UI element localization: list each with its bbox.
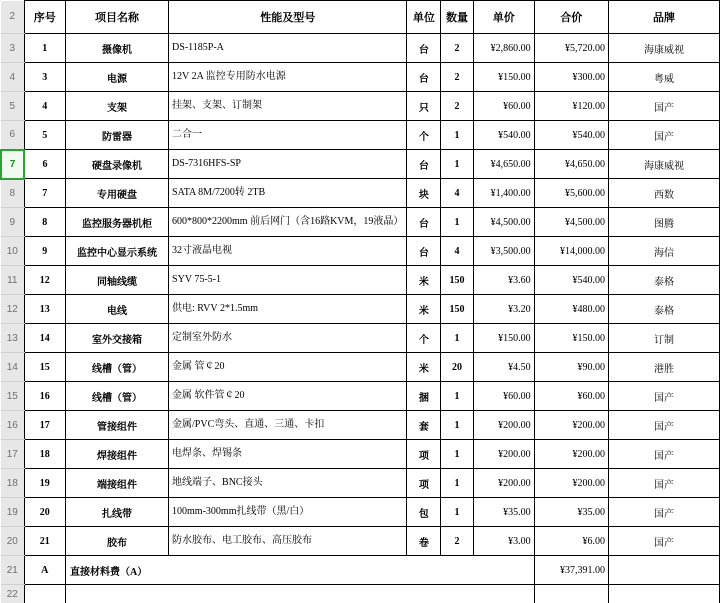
header-cell-total[interactable]: 合价	[534, 1, 608, 34]
table-header-row	[1, 1, 720, 34]
cell-no[interactable]: 18	[24, 440, 66, 469]
cell-total[interactable]: ¥200.00	[534, 469, 608, 498]
table-row	[1, 324, 720, 353]
cell-no[interactable]: 3	[24, 63, 66, 92]
cell-brand[interactable]: 西数	[608, 179, 719, 208]
header-cell-price[interactable]: 单价	[473, 1, 534, 34]
cell-brand[interactable]: 海康威视	[608, 34, 719, 63]
summary-row	[1, 556, 720, 585]
header-cell-no[interactable]: 序号	[24, 1, 66, 34]
cell-total[interactable]: ¥60.00	[534, 382, 608, 411]
cell-price[interactable]: ¥200.00	[473, 469, 534, 498]
cell-price[interactable]: ¥3.20	[473, 295, 534, 324]
row-header[interactable]: 13	[1, 324, 24, 353]
row-header[interactable]: 20	[1, 527, 24, 556]
cell-qty[interactable]: 2	[441, 527, 473, 556]
cell-brand[interactable]: 国产	[608, 440, 719, 469]
row-header[interactable]: 3	[1, 34, 24, 63]
row-header[interactable]: 12	[1, 295, 24, 324]
cell-brand[interactable]: 粤威	[608, 63, 719, 92]
table-row	[1, 295, 720, 324]
cell-total[interactable]: ¥6.00	[534, 527, 608, 556]
cell-qty[interactable]: 2	[441, 63, 473, 92]
cell-no[interactable]: 1	[24, 34, 66, 63]
cell-spec[interactable]: 挂架、支架、订制架	[169, 92, 407, 121]
cell-unit[interactable]: 项	[407, 469, 441, 498]
cell-spec[interactable]: 防水胶布、电工胶布、高压胶布	[169, 527, 407, 556]
cell-no[interactable]: 9	[24, 237, 66, 266]
cell-qty[interactable]: 4	[441, 237, 473, 266]
cell-name[interactable]: 端接组件	[66, 469, 169, 498]
cell-qty[interactable]: 2	[441, 92, 473, 121]
cell-brand[interactable]: 国产	[608, 527, 719, 556]
cell-no[interactable]: 16	[24, 382, 66, 411]
cell-brand[interactable]: 订制	[608, 324, 719, 353]
cell-total[interactable]: ¥35.00	[534, 498, 608, 527]
cell-unit[interactable]: 包	[407, 498, 441, 527]
cell-unit[interactable]: 米	[407, 353, 441, 382]
table-row	[1, 63, 720, 92]
table-row	[1, 498, 720, 527]
row-header[interactable]: 14	[1, 353, 24, 382]
cell-price[interactable]: ¥35.00	[473, 498, 534, 527]
cell-no[interactable]: 5	[24, 121, 66, 150]
cell-qty[interactable]: 1	[441, 469, 473, 498]
cell-total[interactable]: ¥150.00	[534, 324, 608, 353]
cell-name[interactable]: 摄像机	[66, 34, 169, 63]
cell-spec[interactable]: 金属/PVC弯头、直通、三通、卡扣	[169, 411, 407, 440]
summary-brand-cell[interactable]	[608, 556, 719, 585]
cell-qty[interactable]: 1	[441, 498, 473, 527]
cell-spec[interactable]: 600*800*2200mm 前后网门（含16路KVM，19液晶）	[169, 208, 407, 237]
cell-name[interactable]: 管接组件	[66, 411, 169, 440]
summary-label-cell[interactable]: 直接材料费（A）	[66, 556, 535, 585]
cell-price[interactable]: ¥200.00	[473, 440, 534, 469]
row-header[interactable]: 16	[1, 411, 24, 440]
header-cell-qty[interactable]: 数量	[441, 1, 473, 34]
cell-unit[interactable]: 项	[407, 440, 441, 469]
cell-brand[interactable]: 国产	[608, 469, 719, 498]
table-row	[1, 208, 720, 237]
table-row	[1, 353, 720, 382]
cell-name[interactable]: 支架	[66, 92, 169, 121]
cell-spec[interactable]: 12V 2A 监控专用防水电源	[169, 63, 407, 92]
cell-unit[interactable]: 台	[407, 150, 441, 179]
cell-total[interactable]: ¥4,500.00	[534, 208, 608, 237]
cell-price[interactable]: ¥2,860.00	[473, 34, 534, 63]
cell-no[interactable]: 15	[24, 353, 66, 382]
cell-price[interactable]: ¥200.00	[473, 411, 534, 440]
cell-unit[interactable]: 只	[407, 92, 441, 121]
cell-spec[interactable]: 地线端子、BNC接头	[169, 469, 407, 498]
cell-unit[interactable]: 台	[407, 208, 441, 237]
header-cell-spec[interactable]: 性能及型号	[169, 1, 407, 34]
cell-brand[interactable]	[608, 585, 719, 603]
cell-spec[interactable]: DS-1185P-A	[169, 34, 407, 63]
header-cell-brand[interactable]: 品牌	[608, 1, 719, 34]
cell-name[interactable]: 监控中心显示系统	[66, 237, 169, 266]
cell-no[interactable]: 17	[24, 411, 66, 440]
cell-brand[interactable]: 国产	[608, 382, 719, 411]
cell-total[interactable]: ¥540.00	[534, 266, 608, 295]
row-header[interactable]: 11	[1, 266, 24, 295]
cell-unit[interactable]: 米	[407, 266, 441, 295]
cell-unit[interactable]: 个	[407, 324, 441, 353]
cell-name[interactable]: 专用硬盘	[66, 179, 169, 208]
cell-brand[interactable]: 国产	[608, 121, 719, 150]
cell-price[interactable]: ¥60.00	[473, 92, 534, 121]
cell-total[interactable]: ¥5,600.00	[534, 179, 608, 208]
cell-name[interactable]: 防雷器	[66, 121, 169, 150]
cell-brand[interactable]: 泰格	[608, 266, 719, 295]
cell-no[interactable]: 7	[24, 179, 66, 208]
table-row	[1, 92, 720, 121]
row-header[interactable]: 5	[1, 92, 24, 121]
cell-spec[interactable]: 32寸液晶电视	[169, 237, 407, 266]
cell-no[interactable]: 13	[24, 295, 66, 324]
row-header[interactable]: 7	[1, 150, 24, 179]
cell-total[interactable]: ¥200.00	[534, 411, 608, 440]
cell-name[interactable]: 胶布	[66, 527, 169, 556]
cell-no[interactable]: 21	[24, 527, 66, 556]
row-header[interactable]: 8	[1, 179, 24, 208]
cell-price[interactable]: ¥150.00	[473, 324, 534, 353]
cell-qty[interactable]: 20	[441, 353, 473, 382]
cell-spec[interactable]: SATA 8M/7200转 2TB	[169, 179, 407, 208]
cell-spec[interactable]: 100mm-300mm扎线带（黑/白）	[169, 498, 407, 527]
cell-name[interactable]: 线槽（管）	[66, 353, 169, 382]
cell-qty[interactable]: 1	[441, 150, 473, 179]
cell-price[interactable]: ¥150.00	[473, 63, 534, 92]
cell-qty[interactable]: 150	[441, 266, 473, 295]
cell-name[interactable]: 电源	[66, 63, 169, 92]
cell-qty[interactable]: 1	[441, 121, 473, 150]
cell-price[interactable]: ¥4,500.00	[473, 208, 534, 237]
cell-no[interactable]: 14	[24, 324, 66, 353]
row-header[interactable]: 6	[1, 121, 24, 150]
row-header[interactable]: 18	[1, 469, 24, 498]
table-row	[1, 34, 720, 63]
cell-price[interactable]: ¥3.00	[473, 527, 534, 556]
cell-unit[interactable]: 台	[407, 63, 441, 92]
cell-no[interactable]: 12	[24, 266, 66, 295]
cell-price[interactable]: ¥540.00	[473, 121, 534, 150]
cell-qty[interactable]: 1	[441, 208, 473, 237]
cell-total[interactable]: ¥120.00	[534, 92, 608, 121]
cell-unit[interactable]: 台	[407, 34, 441, 63]
cell-total[interactable]: ¥90.00	[534, 353, 608, 382]
cell-brand[interactable]: 国产	[608, 92, 719, 121]
row-header[interactable]: 21	[1, 556, 24, 585]
cell-brand[interactable]: 图腾	[608, 208, 719, 237]
cell-price[interactable]: ¥1,400.00	[473, 179, 534, 208]
cell-unit[interactable]: 米	[407, 295, 441, 324]
cell-total[interactable]: ¥300.00	[534, 63, 608, 92]
table-row	[1, 179, 720, 208]
row-header[interactable]: 9	[1, 208, 24, 237]
cell-name[interactable]: 线槽（管）	[66, 382, 169, 411]
cell-unit[interactable]: 套	[407, 411, 441, 440]
row-header[interactable]: 2	[1, 1, 24, 34]
cell-brand[interactable]: 国产	[608, 411, 719, 440]
cell-price[interactable]: ¥4.50	[473, 353, 534, 382]
row-header[interactable]: 19	[1, 498, 24, 527]
row-header[interactable]: 10	[1, 237, 24, 266]
cell-unit[interactable]: 个	[407, 121, 441, 150]
row-header[interactable]: 15	[1, 382, 24, 411]
cell-spec[interactable]: 二合一	[169, 121, 407, 150]
cell-name[interactable]: 室外交接箱	[66, 324, 169, 353]
cell-unit[interactable]: 卷	[407, 527, 441, 556]
cell-no[interactable]: 6	[24, 150, 66, 179]
cell-name[interactable]: 扎线带	[66, 498, 169, 527]
cell-price[interactable]: ¥3,500.00	[473, 237, 534, 266]
cell-total[interactable]: ¥540.00	[534, 121, 608, 150]
cell-price[interactable]: ¥60.00	[473, 382, 534, 411]
cell-no[interactable]: 20	[24, 498, 66, 527]
cell-qty[interactable]: 2	[441, 34, 473, 63]
cell-price[interactable]: ¥3.60	[473, 266, 534, 295]
cell-unit[interactable]: 台	[407, 237, 441, 266]
cell-brand[interactable]: 泰格	[608, 295, 719, 324]
table-row	[1, 266, 720, 295]
table-row	[1, 150, 720, 179]
cell-spec[interactable]: DS-7316HFS-SP	[169, 150, 407, 179]
header-cell-unit[interactable]: 单位	[407, 1, 441, 34]
cell-no[interactable]	[24, 585, 66, 603]
partial-row	[1, 585, 720, 603]
summary-total-cell[interactable]: ¥37,391.00	[534, 556, 608, 585]
cell-qty[interactable]: 4	[441, 179, 473, 208]
cell-name[interactable]: 监控服务器机柜	[66, 208, 169, 237]
cell-no[interactable]: 4	[24, 92, 66, 121]
cell-name[interactable]: 硬盘录像机	[66, 150, 169, 179]
cell-name[interactable]: 电线	[66, 295, 169, 324]
cell-total[interactable]	[534, 585, 608, 603]
summary-no-cell[interactable]: A	[24, 556, 66, 585]
table-row	[1, 411, 720, 440]
cell-spec[interactable]: 金属 软件管￠20	[169, 382, 407, 411]
cell-total[interactable]: ¥4,650.00	[534, 150, 608, 179]
table-row	[1, 121, 720, 150]
cell-no[interactable]: 19	[24, 469, 66, 498]
cell-brand[interactable]: 海信	[608, 237, 719, 266]
cell-name[interactable]: 同轴线缆	[66, 266, 169, 295]
cell-brand[interactable]: 港胜	[608, 353, 719, 382]
table-row	[1, 382, 720, 411]
cell-total[interactable]: ¥14,000.00	[534, 237, 608, 266]
cell-qty[interactable]: 1	[441, 324, 473, 353]
table-row	[1, 469, 720, 498]
cell-unit[interactable]: 捆	[407, 382, 441, 411]
row-header[interactable]: 4	[1, 63, 24, 92]
row-header[interactable]: 22	[1, 585, 24, 603]
cell-name[interactable]: 焊接组件	[66, 440, 169, 469]
cell-spec[interactable]: SYV 75-5-1	[169, 266, 407, 295]
cell-spec[interactable]: 定制室外防水	[169, 324, 407, 353]
table-row	[1, 440, 720, 469]
cell-qty[interactable]: 150	[441, 295, 473, 324]
row-header[interactable]: 17	[1, 440, 24, 469]
cell-qty[interactable]: 1	[441, 382, 473, 411]
table-row	[1, 237, 720, 266]
cell-no[interactable]: 8	[24, 208, 66, 237]
cell-brand[interactable]: 海康威视	[608, 150, 719, 179]
cell-unit[interactable]: 块	[407, 179, 441, 208]
table-row	[1, 527, 720, 556]
cell-spec[interactable]: 电焊条、焊锡条	[169, 440, 407, 469]
header-cell-name[interactable]: 项目名称	[66, 1, 169, 34]
cell-merged[interactable]	[66, 585, 535, 603]
cell-price[interactable]: ¥4,650.00	[473, 150, 534, 179]
cell-total[interactable]: ¥5,720.00	[534, 34, 608, 63]
cell-total[interactable]: ¥480.00	[534, 295, 608, 324]
cell-total[interactable]: ¥200.00	[534, 440, 608, 469]
cell-brand[interactable]: 国产	[608, 498, 719, 527]
cell-spec[interactable]: 供电: RVV 2*1.5mm	[169, 295, 407, 324]
cell-spec[interactable]: 金属 管￠20	[169, 353, 407, 382]
cell-qty[interactable]: 1	[441, 440, 473, 469]
cell-qty[interactable]: 1	[441, 411, 473, 440]
